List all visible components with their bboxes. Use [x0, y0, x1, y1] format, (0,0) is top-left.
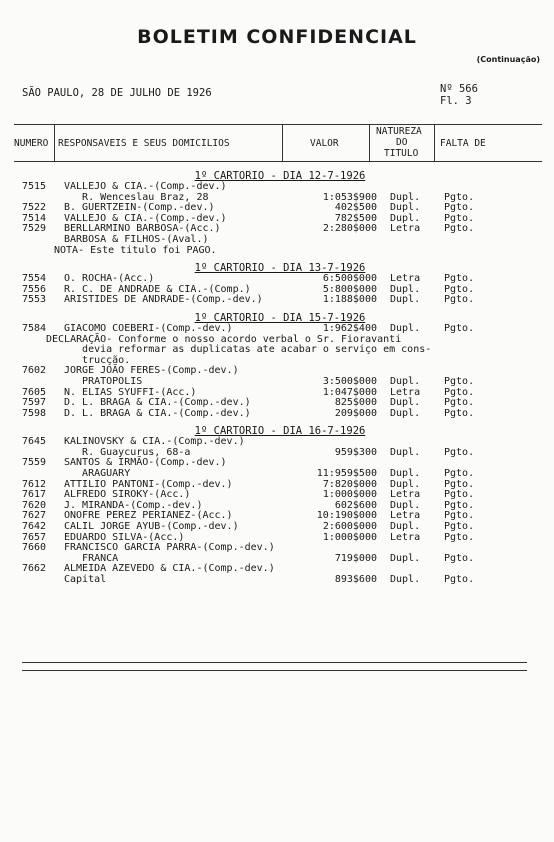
section-heading-text: 1º CARTORIO - DIA 13-7-1926: [194, 262, 366, 275]
col-responsaveis: RESPONSAVEIS E SEUS DOMICILIOS: [58, 138, 230, 149]
sheet-number: Fl. 3: [440, 95, 472, 107]
section-heading: [0, 168, 554, 182]
entry-number: 7660: [22, 542, 47, 554]
col-natureza-1: NATUREZA: [376, 126, 422, 137]
entry-reason: Pgto.: [444, 223, 475, 235]
entry-reason: Pgto.: [444, 574, 475, 585]
entry-number: 7514: [22, 212, 47, 224]
entry-number: 7605: [22, 386, 47, 398]
entry-responsible: trucção.: [64, 354, 131, 366]
entry-value: 402$500: [334, 202, 377, 214]
entry-responsible: ATTILIO PANTONI-(Comp.-dev.): [64, 478, 233, 490]
table-row: [0, 409, 554, 420]
entry-nature: Letra: [390, 531, 421, 543]
section-heading-text: 1º CARTORIO - DIA 15-7-1926: [194, 311, 366, 324]
entry-responsible: O. ROCHA-(Acc.): [64, 273, 155, 285]
entry-responsible: BARBOSA & FILHOS-(Aval.): [64, 233, 209, 245]
entry-number: 7554: [22, 273, 47, 285]
entry-value: 1:000$000: [322, 489, 377, 501]
bulletin-number-block: [440, 83, 478, 107]
entry-reason: Pgto.: [444, 552, 475, 564]
entry-reason: Pgto.: [444, 468, 475, 480]
entry-value: 1:047$000: [322, 386, 377, 398]
entry-nature: Dupl.: [390, 407, 421, 419]
entry-responsible: BERLLARMINO BARBOSA-(Acc.): [64, 223, 221, 235]
entry-responsible: CALIL JORGE AYUB-(Comp.-dev.): [64, 521, 239, 533]
entry-responsible: J. MIRANDA-(Comp.-dev.): [64, 499, 203, 511]
entry-number: 7642: [22, 521, 47, 533]
bulletin-number: Nº 566: [440, 83, 478, 95]
table-row: [0, 182, 554, 193]
entry-responsible: KALINOVSKY & CIA.-(Comp.-dev.): [64, 436, 245, 448]
entry-value: 782$500: [334, 212, 377, 224]
entry-reason: Pgto.: [444, 294, 475, 306]
column-divider: [54, 125, 55, 161]
entry-value: 5:800$000: [322, 283, 377, 295]
entry-nature: Letra: [390, 223, 421, 235]
table-row: [0, 377, 554, 388]
continuation-label: (Continuação): [476, 55, 540, 64]
entry-responsible: GIACOMO COEBERI-(Comp.-dev.): [64, 322, 233, 334]
entry-number: 7584: [22, 322, 47, 334]
col-numero: NUMERO: [14, 138, 49, 149]
footer-rules: [22, 662, 527, 678]
entry-reason: Pgto.: [444, 407, 475, 419]
entry-nature: Dupl.: [390, 499, 421, 511]
entry-responsible: FRANCA: [64, 552, 119, 564]
entry-number: 7657: [22, 531, 47, 543]
section-heading: [0, 423, 554, 437]
entry-responsible: D. L. BRAGA & CIA.-(Comp.-dev.): [64, 397, 251, 409]
entry-responsible: PRATOPOLIS: [64, 375, 143, 387]
entry-value: 1:188$000: [322, 294, 377, 306]
entry-reason: Pgto.: [444, 521, 475, 533]
entry-nature: Dupl.: [390, 212, 421, 224]
entry-number: 7556: [22, 283, 47, 295]
entry-value: 1:000$000: [322, 531, 377, 543]
entry-value: 602$600: [334, 499, 377, 511]
entry-responsible: ARISTIDES DE ANDRADE-(Comp.-dev.): [64, 294, 263, 306]
col-natureza-3: TITULO: [384, 148, 419, 159]
entry-nature: Dupl.: [390, 468, 421, 480]
entry-nature: Dupl.: [390, 478, 421, 490]
entry-value: 3:500$000: [322, 375, 377, 387]
table-body: [0, 168, 554, 590]
entry-number: 7627: [22, 510, 47, 522]
entry-number: 7620: [22, 499, 47, 511]
entry-nature: Dupl.: [390, 375, 421, 387]
col-natureza-2: DO: [396, 137, 408, 148]
entry-number: 7662: [22, 563, 47, 575]
entry-responsible: devia reformar as duplicatas ate acabar o serviço em cons-: [64, 344, 432, 356]
table-row: [0, 235, 554, 246]
entry-number: 7559: [22, 457, 47, 469]
entry-number: 7645: [22, 436, 47, 448]
entry-nature: Dupl.: [390, 202, 421, 214]
section-heading: [0, 260, 554, 274]
entry-nature: Dupl.: [390, 521, 421, 533]
entry-number: 7617: [22, 489, 47, 501]
table-row: [0, 324, 554, 335]
section-heading-text: 1º CARTORIO - DIA 12-7-1926: [194, 170, 366, 182]
column-divider: [434, 125, 435, 161]
section-heading: [0, 310, 554, 324]
entry-number: 7602: [22, 365, 47, 377]
entry-nature: Dupl.: [390, 446, 421, 458]
entry-note: NOTA- Este titulo foi PAGO.: [54, 244, 217, 256]
entry-note: DECLARAÇÃO- Conforme o nosso acordo verbal o Sr. Fioravanti: [46, 333, 402, 345]
footer-rule: [22, 662, 527, 663]
footer-rule: [22, 670, 527, 671]
column-divider: [282, 125, 283, 161]
entry-value: 1:962$400: [322, 322, 377, 334]
entry-reason: Pgto.: [444, 322, 475, 334]
entry-number: 7612: [22, 478, 47, 490]
entry-responsible: ALFREDO SIROKY-(Acc.): [64, 489, 191, 501]
entry-nature: Dupl.: [390, 574, 421, 585]
entry-responsible: VALLEJO & CIA.-(Comp.-dev.): [64, 181, 227, 192]
entry-responsible: R. C. DE ANDRADE & CIA.-(Comp.): [64, 283, 251, 295]
entry-responsible: ALMEIDA AZEVEDO & CIA.-(Comp.-dev.): [64, 563, 275, 575]
entry-value: 825$000: [334, 397, 377, 409]
entry-reason: Pgto.: [444, 499, 475, 511]
entry-value: 10:190$000: [316, 510, 377, 522]
entry-nature: Dupl.: [390, 322, 421, 334]
entry-value: 11:959$500: [316, 468, 377, 480]
entry-reason: Pgto.: [444, 191, 475, 203]
entry-value: 2:280$000: [322, 223, 377, 235]
entry-nature: Dupl.: [390, 397, 421, 409]
table-row: [0, 295, 554, 306]
entry-value: 719$000: [334, 552, 377, 564]
entry-responsible: EDUARDO SILVA-(Acc.): [64, 531, 185, 543]
entry-number: 7597: [22, 397, 47, 409]
entry-nature: Letra: [390, 273, 421, 285]
entry-reason: Pgto.: [444, 489, 475, 501]
entry-value: 2:600$000: [322, 521, 377, 533]
entry-responsible: SANTOS & IRMÃO-(Comp.-dev.): [64, 457, 227, 469]
column-divider: [369, 125, 370, 161]
table-row: [0, 246, 554, 257]
entry-value: 209$000: [334, 407, 377, 419]
entry-value: 7:820$000: [322, 478, 377, 490]
entry-nature: Letra: [390, 489, 421, 501]
entry-value: 893$600: [334, 574, 377, 585]
entry-responsible: B. GUERTZEIN-(Comp.-dev.): [64, 202, 215, 214]
entry-number: 7522: [22, 202, 47, 214]
entry-reason: Pgto.: [444, 386, 475, 398]
entry-number: 7598: [22, 407, 47, 419]
entry-nature: Letra: [390, 510, 421, 522]
entry-reason: Pgto.: [444, 531, 475, 543]
section-heading-text: 1º CARTORIO - DIA 16-7-1926: [194, 425, 366, 438]
entry-reason: Pgto.: [444, 478, 475, 490]
entry-number: 7515: [22, 181, 47, 192]
entry-responsible: ONOFRE PEREZ PERIANEZ-(Acc.): [64, 510, 233, 522]
entry-nature: Dupl.: [390, 283, 421, 295]
document-title: BOLETIM CONFIDENCIAL: [137, 26, 417, 48]
entry-nature: Dupl.: [390, 191, 421, 203]
entry-nature: Dupl.: [390, 552, 421, 564]
col-valor: VALOR: [310, 138, 339, 149]
entry-responsible: FRANCISCO GARCIA PARRA-(Comp.-dev.): [64, 542, 275, 554]
table-row: [0, 575, 554, 586]
entry-responsible: ARAGUARY: [64, 468, 131, 480]
entry-reason: Pgto.: [444, 212, 475, 224]
table-header: [14, 124, 542, 162]
entry-value: 1:053$900: [322, 191, 377, 203]
entry-reason: Pgto.: [444, 375, 475, 387]
entry-reason: Pgto.: [444, 446, 475, 458]
entry-reason: Pgto.: [444, 283, 475, 295]
entry-responsible: D. L. BRAGA & CIA.-(Comp.-dev.): [64, 407, 251, 419]
entry-reason: Pgto.: [444, 273, 475, 285]
entry-responsible: Capital: [64, 574, 107, 585]
entry-reason: Pgto.: [444, 397, 475, 409]
place-date: SÃO PAULO, 28 DE JULHO DE 1926: [22, 87, 212, 99]
entry-responsible: R. Guaycurus, 68-a: [64, 446, 191, 458]
entry-responsible: VALLEJO & CIA.-(Comp.-dev.): [64, 212, 227, 224]
entry-number: 7553: [22, 294, 47, 306]
entry-nature: Dupl.: [390, 294, 421, 306]
col-falta: FALTA DE: [440, 138, 486, 149]
entry-value: 6:500$000: [322, 273, 377, 285]
entry-nature: Letra: [390, 386, 421, 398]
entry-number: 7529: [22, 223, 47, 235]
entry-reason: Pgto.: [444, 510, 475, 522]
entry-value: 959$300: [334, 446, 377, 458]
entry-responsible: R. Wenceslau Braz, 28: [64, 191, 209, 203]
entry-reason: Pgto.: [444, 202, 475, 214]
entry-responsible: JORGE JOÃO FERES-(Comp.-dev.): [64, 365, 239, 377]
entry-responsible: N. ELIAS SYUFFI-(Acc.): [64, 386, 197, 398]
